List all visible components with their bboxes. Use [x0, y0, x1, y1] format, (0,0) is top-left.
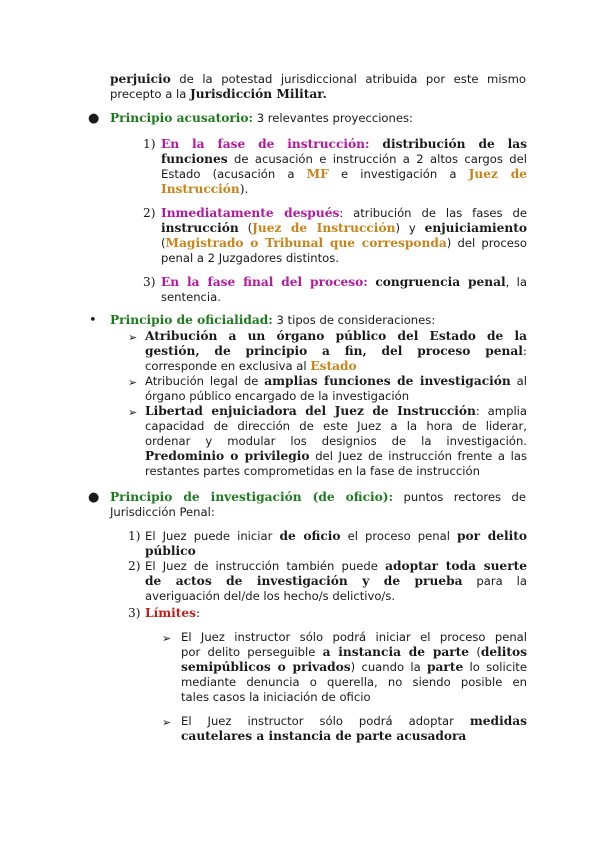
- acusatorio-num-1: 1): [143, 137, 156, 151]
- acusatorio-item-3: En la fase final del proceso: congruencia penal, la sentencia.: [161, 275, 528, 304]
- arrow-bullet-icon: ➢: [128, 376, 138, 389]
- arrow-bullet-icon: ➢: [128, 406, 138, 419]
- heading-principio-oficialidad: Principio de oficialidad: 3 tipos de consideraciones:: [110, 313, 436, 327]
- arrow-bullet-icon: ➢: [162, 716, 172, 729]
- arrow-bullet-icon: ➢: [128, 331, 138, 344]
- investigacion-num-3: 3): [128, 606, 141, 620]
- heading-principio-investigacion: Principio de investigación (de oficio): puntos rectores de: [110, 490, 526, 504]
- bullet-acusatorio: ●: [88, 111, 100, 126]
- oficialidad-item-1: Atribución a un órgano público del Estado de la gestión, de principio a fin, del proceso penal: corresponde en exclusiva al Estado: [145, 329, 527, 373]
- investigacion-item-1: El Juez puede iniciar de oficio el proceso penal por delito público: [145, 529, 528, 558]
- bullet-investigacion: ●: [88, 490, 100, 505]
- investigacion-item-3: Límites:: [145, 606, 201, 620]
- acusatorio-num-3: 3): [143, 275, 156, 289]
- acusatorio-item-1: En la fase de instrucción: distribución de las funciones de acusación e instrucción a 2 altos cargos del Estado (acusación a MF e investigación a Juez de Instrucción).: [161, 137, 528, 196]
- arrow-bullet-icon: ➢: [162, 632, 172, 645]
- oficialidad-item-2: Atribución legal de amplias funciones de investigación al órgano público encargado de la investigación: [145, 374, 527, 403]
- investigacion-num-2: 2): [128, 559, 141, 573]
- limite-item-2: El Juez instructor sólo podrá adoptar medidas cautelares a instancia de parte acusadora: [181, 714, 527, 743]
- limite-item-1: El Juez instructor sólo podrá iniciar el proceso penal por delito perseguible a instancia de parte (delitos semipúblicos o privados) cuando la parte lo solicite mediante denuncia o querella, no siendo posible en tales casos la iniciación de oficio: [181, 630, 527, 704]
- heading-principio-acusatorio: Principio acusatorio: 3 relevantes proyecciones:: [110, 111, 413, 125]
- investigacion-line-2: Jurisdicción Penal:: [110, 505, 215, 519]
- investigacion-item-2: El Juez de instrucción también puede adoptar toda suerte de actos de investigación y de prueba para la averiguación del/de los hecho/s delictivo/s.: [145, 559, 527, 603]
- oficialidad-item-3: Libertad enjuiciadora del Juez de Instrucción: amplia capacidad de dirección de este Juez a la hora de liderar, ordenar y modular los designios de la investigación. Predominio o privilegio del Juez de instrucción frente a las restantes partes comprometidas en la fase de instrucción: [145, 404, 527, 478]
- intro-paragraph: perjuicio de la potestad jurisdiccional atribuida por este mismo precepto a la Jurisdicción Militar.: [110, 72, 526, 101]
- investigacion-num-1: 1): [128, 529, 141, 543]
- acusatorio-item-2: Inmediatamente después: atribución de las fases de instrucción (Juez de Instrucción) y enjuiciamiento (Magistrado o Tribunal que corresponda) del proceso penal a 2 Juzgadores distintos.: [161, 206, 528, 265]
- bullet-oficialidad: •: [89, 313, 97, 328]
- acusatorio-num-2: 2): [143, 206, 156, 220]
